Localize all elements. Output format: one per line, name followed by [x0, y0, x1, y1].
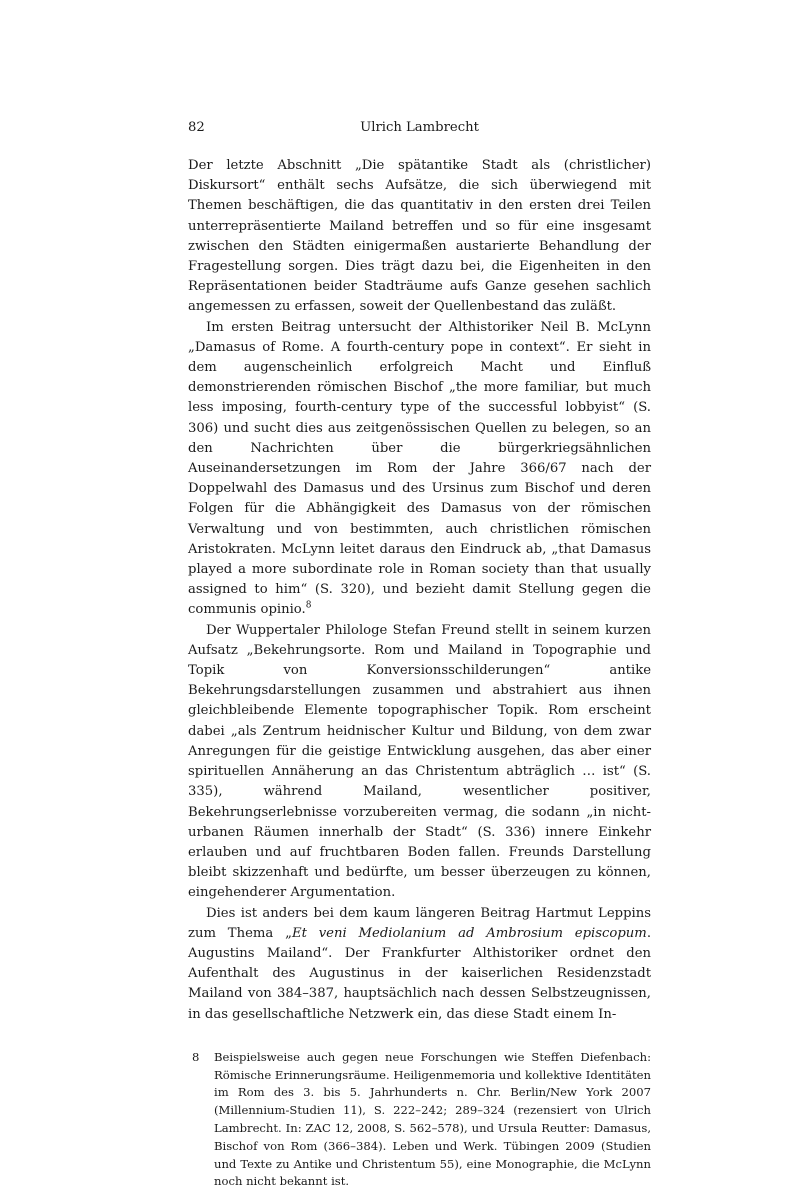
paragraph-3-text: Der Wuppertaler Philologe Stefan Freund stellt in seinem kurzen Aufsatz „Bekehrungsorte. Rom und Mailand in Topographie und Topik von Konversionsschilderungen“ antike Bekehrungsdarstellungen zusammen und abstrahiert aus ihnen gleichbleibende Elemente topographischer Topik. Rom erscheint dabei „als Zentrum heidnischer Kultur und Bildung, von dem zwar Anregungen für die geistige Entwicklung ausgehen, das aber einer spirituellen Annäherung an das Christentum abträglich … ist“ (S. 335), während Mailand, wesentlicher positiver, Bekehrungserlebnisse vorzubereiten vermag, die sodann „in nicht-urbanen Räumen innerhalb der Stadt“ (S. 336) innere Einkehr erlauben und auf fruchtbaren Boden fallen. Freunds Darstellung bleibt skizzenhaft und bedürfte, um besser überzeugen zu können, eingehenderer Argumentation. [188, 622, 651, 901]
running-header [188, 118, 651, 138]
paragraph-4 [188, 904, 651, 1025]
paragraph-4-italic-title: Et veni Mediolanium ad Ambrosium episcopum [291, 925, 647, 941]
running-title: Ulrich Lambrecht [360, 120, 479, 135]
paragraph-2 [188, 318, 651, 621]
paragraph-2-text: Im ersten Beitrag untersucht der Althistoriker Neil B. McLynn „Damasus of Rome. A fourth-century pope in context“. Er sieht in dem augenscheinlich erfolgreich Macht und Einfluß demonstrierenden römischen Bischof „the more familiar, but much less imposing, fourth-century type of the successful lobbyist“ (S. 306) und sucht dies aus zeitgenössischen Quellen zu belegen, so an den Nachrichten über die bürgerkriegsähnlichen Auseinandersetzungen im Rom der Jahre 366/67 nach der Doppelwahl des Damasus und des Ursinus zum Bischof und deren Folgen für die Abhängigkeit des Damasus von der römischen Verwaltung und von bestimmten, auch christlichen römischen Aristokraten. McLynn leitet daraus den Eindruck ab, „that Damasus played a more subordinate role in Roman society than that usually assigned to him“ (S. 320), und bezieht damit Stellung gegen die communis opinio. [188, 319, 651, 618]
page-number: 82 [188, 120, 205, 135]
paragraph-4-text-before: Dies ist anders bei dem kaum längeren Beitrag Hartmut Leppins zum Thema „ [188, 905, 651, 941]
paragraph-1-text: Der letzte Abschnitt „Die spätantike Stadt als (christlicher) Diskursort“ enthält sechs Aufsätze, die sich überwiegend mit Themen beschäftigen, die das quantitativ in den ersten drei Teilen unterrepräsentierte Mailand betreffen und so für eine insgesamt zwischen den Städten einigermaßen austarierte Behandlung der Fragestellung sorgen. Dies trägt dazu bei, die Eigenheiten in den Repräsentationen beider Stadträume aufs Ganze gesehen sachlich angemessen zu erfassen, soweit der Quellenbestand das zuläßt. [188, 158, 651, 315]
footnote-text: Beispielsweise auch gegen neue Forschungen wie Steffen Diefenbach: Römische Erinnerungsräume. Heiligenmemoria und kollektive Identitäten im Rom des 3. bis 5. Jahrhunderts n. Chr. Berlin/New York 2007 (Millennium-Studien 11), S. 222–242; 289–324 (rezensiert von Ulrich Lambrecht. In: ZAC 12, 2008, S. 562–578), und Ursula Reutter: Damasus, Bischof von Rom (366–384). Leben und Werk. Tübingen 2009 (Studien und Texte zu Antike und Christentum 55), eine Monographie, die McLynn noch nicht bekannt ist. [214, 1049, 651, 1189]
footnote [188, 1049, 651, 1191]
page [188, 118, 651, 1191]
paragraph-1 [188, 156, 651, 318]
footnote-ref[interactable]: 8 [305, 601, 312, 612]
paragraph-4-text-after: . Augustins Mailand“. Der Frankfurter Althistoriker ordnet den Aufenthalt des Augustinus in der kaiserlichen Residenzstadt Mailand von 384–387, hauptsächlich nach dessen Selbstzeugnissen, in das gesellschaftliche Netzwerk ein, das diese Stadt einem In- [188, 925, 652, 1022]
paragraph-3 [188, 621, 651, 904]
footnote-number: 8 [192, 1049, 200, 1064]
